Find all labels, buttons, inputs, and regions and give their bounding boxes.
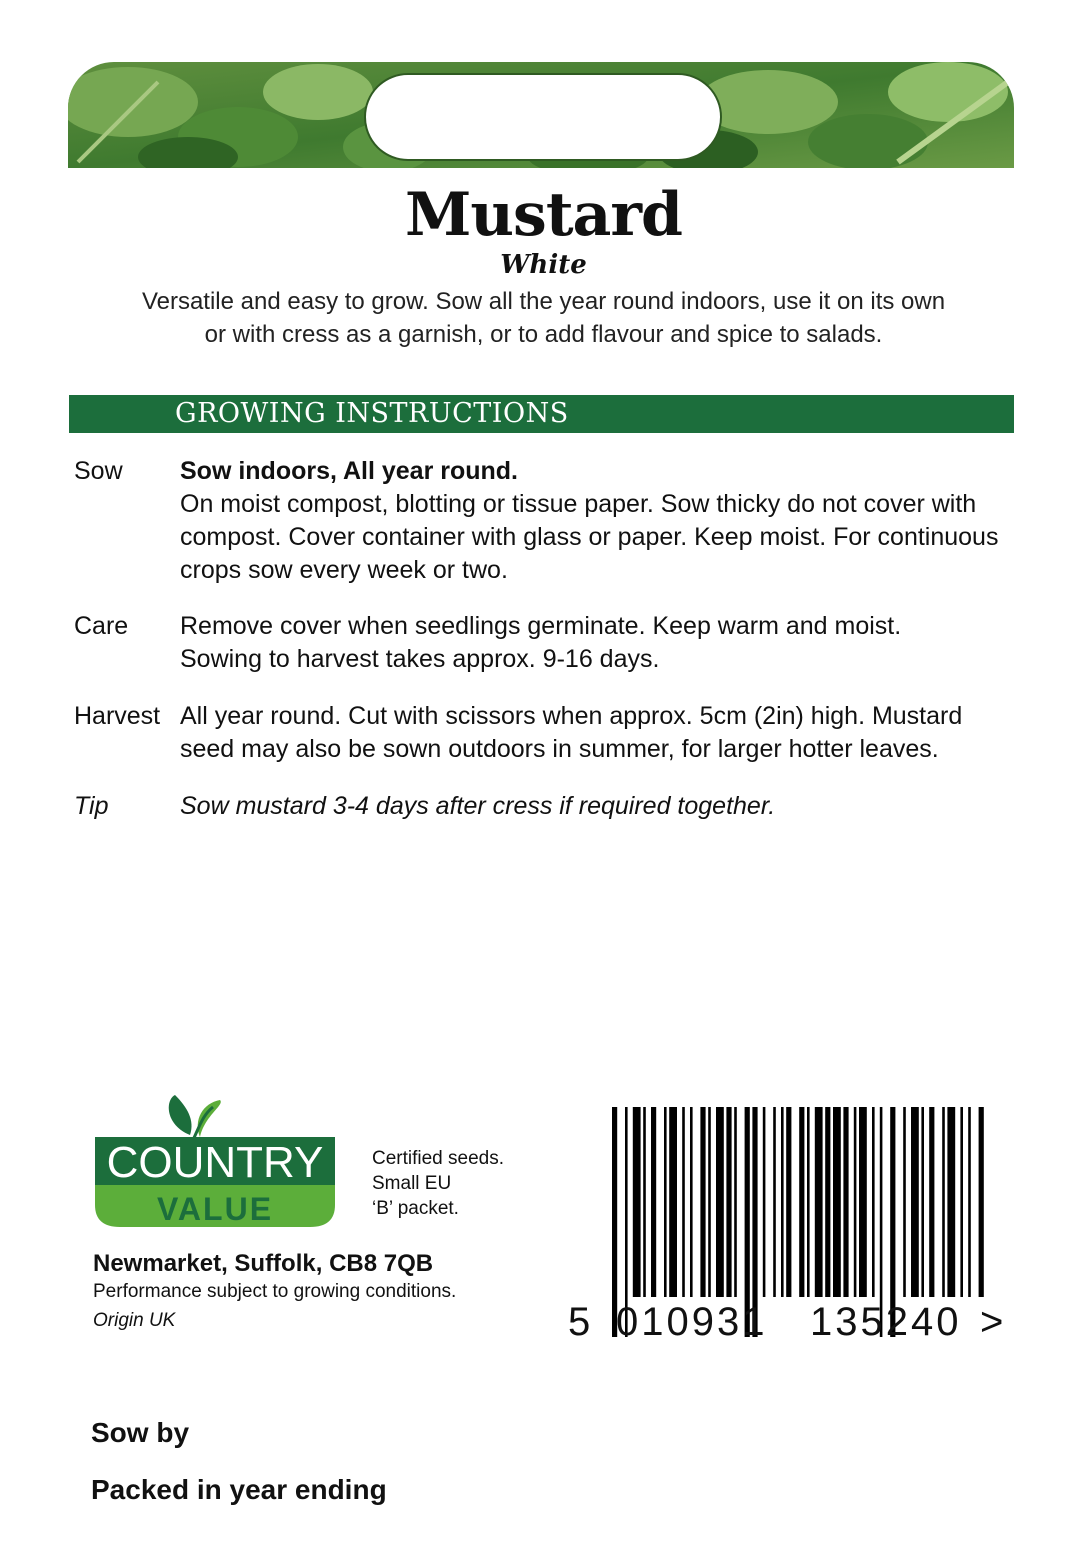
intro-line: or with cress as a garnish, or to add flavour and spice to salads. xyxy=(204,321,883,348)
barcode-bar xyxy=(947,1107,955,1297)
barcode-bar xyxy=(854,1107,857,1297)
cert-line: Small EU xyxy=(372,1173,452,1194)
sow-label: Sow xyxy=(74,457,123,485)
sow-section xyxy=(74,455,1014,587)
barcode-left-digits: 010931 xyxy=(616,1300,768,1344)
barcode-bar xyxy=(716,1107,724,1297)
barcode-bar xyxy=(763,1107,766,1297)
performance-note: Performance subject to growing conditions. xyxy=(93,1281,457,1302)
barcode-bar xyxy=(700,1107,705,1297)
origin-note: Origin UK xyxy=(93,1310,176,1331)
logo-word-country: COUNTRY xyxy=(106,1138,324,1187)
intro-text xyxy=(120,285,967,351)
barcode-bar xyxy=(690,1107,693,1297)
barcode-bar xyxy=(929,1107,934,1297)
product-title: Mustard xyxy=(405,180,682,250)
barcode-bar xyxy=(872,1107,875,1297)
barcode-bar xyxy=(815,1107,823,1297)
barcode-bar xyxy=(708,1107,711,1297)
barcode-bar xyxy=(921,1107,924,1297)
harvest-label: Harvest xyxy=(74,702,161,730)
barcode-bar xyxy=(786,1107,791,1297)
instructions-heading: GROWING INSTRUCTIONS xyxy=(175,398,569,429)
barcode-bar xyxy=(773,1107,776,1297)
tip-section xyxy=(74,790,1014,823)
leaf-photo-banner xyxy=(68,62,1014,168)
instructions-heading-bar xyxy=(69,395,1014,433)
sow-by-label: Sow by xyxy=(91,1417,190,1448)
barcode-bar xyxy=(726,1107,731,1297)
company-address: Newmarket, Suffolk, CB8 7QB xyxy=(93,1250,434,1277)
barcode-bar xyxy=(682,1107,685,1297)
tip-text: Sow mustard 3-4 days after cress if required together. xyxy=(180,792,776,820)
barcode-bar xyxy=(669,1107,677,1297)
care-label: Care xyxy=(74,612,129,640)
harvest-text: All year round. Cut with scissors when approx. 5cm (2in) high. Mustard seed may also be sown outdoors in summer, for larger hotter leaves. xyxy=(180,702,963,763)
certification-text xyxy=(372,1146,504,1221)
barcode-bar xyxy=(859,1107,867,1297)
barcode-right-digits: 135240 xyxy=(810,1300,962,1344)
barcode-end-mark: > xyxy=(980,1300,1004,1344)
barcode-bar xyxy=(843,1107,848,1297)
barcode-bar xyxy=(734,1107,737,1297)
care-text: Remove cover when seedlings germinate. Keep warm and moist. Sowing to harvest takes approx. 9-16 days. xyxy=(180,612,902,673)
sow-text: On moist compost, blotting or tissue paper. Sow thicky do not cover with compost. Cover container with glass or paper. Keep moist. For continuous crops sow every week or two. xyxy=(180,490,999,584)
packed-year-label: Packed in year ending xyxy=(91,1474,387,1505)
barcode-bar xyxy=(633,1107,641,1297)
barcode-bar xyxy=(799,1107,804,1297)
tip-label: Tip xyxy=(74,792,109,820)
mustard-leaves-image xyxy=(68,62,1014,168)
barcode-bar xyxy=(960,1107,963,1297)
variety-name: White xyxy=(500,250,587,280)
leaf-icon xyxy=(169,1095,192,1135)
hang-hole xyxy=(365,74,721,160)
country-value-logo xyxy=(95,1095,335,1227)
cert-line: ‘B’ packet. xyxy=(372,1198,459,1219)
barcode-bar xyxy=(825,1107,830,1297)
leaf-icon xyxy=(198,1100,221,1137)
barcode-bar xyxy=(968,1107,971,1297)
barcode-bar xyxy=(979,1107,984,1297)
harvest-section xyxy=(74,700,1014,766)
care-section xyxy=(74,610,1014,676)
barcode-first-digit: 5 xyxy=(568,1300,591,1344)
barcode-bar xyxy=(651,1107,656,1297)
barcode-bar xyxy=(807,1107,810,1297)
barcode-bar xyxy=(911,1107,919,1297)
logo-word-value: VALUE xyxy=(156,1191,274,1227)
cert-line: Certified seeds. xyxy=(372,1148,505,1169)
barcode-bar xyxy=(664,1107,667,1297)
ean-barcode xyxy=(560,1105,1020,1345)
barcode-bar xyxy=(903,1107,906,1297)
barcode-bar xyxy=(833,1107,841,1297)
intro-line: Versatile and easy to grow. Sow all the year round indoors, use it on its own xyxy=(141,288,946,315)
sow-headline: Sow indoors, All year round. xyxy=(180,457,519,485)
barcode-bar xyxy=(643,1107,646,1297)
barcode-bar xyxy=(942,1107,945,1297)
barcode-bar xyxy=(781,1107,784,1297)
